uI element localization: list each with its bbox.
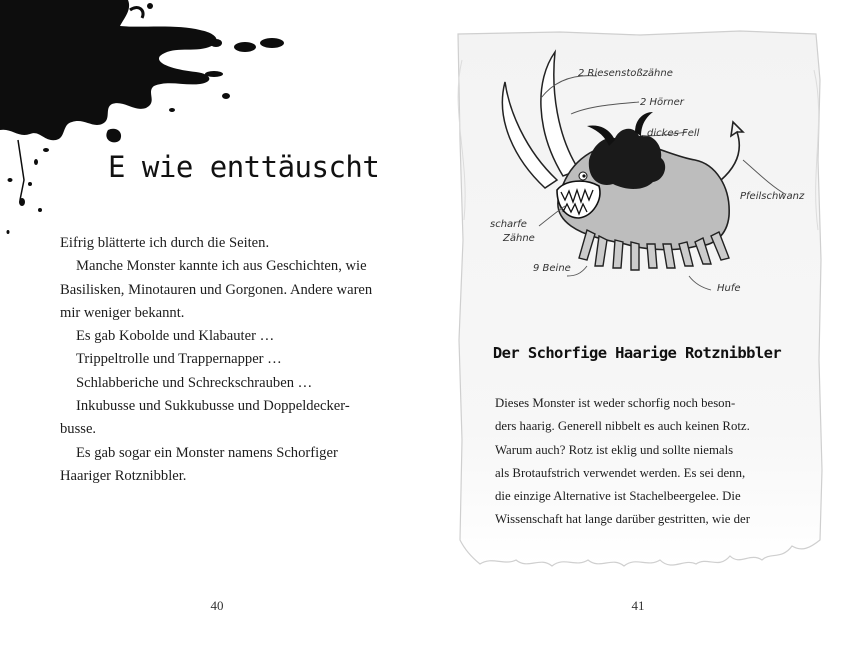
page-number-right: 41	[631, 598, 645, 613]
annotation-hooves: Hufe	[717, 283, 741, 294]
annotation-tail: Pfeilschwanz	[740, 191, 805, 202]
text-line: Warum auch? Rotz ist eklig und sollte niemals	[495, 442, 734, 457]
description-paragraph	[495, 392, 787, 532]
annotation-horns: 2 Hörner	[640, 97, 684, 108]
annotation-legs: 9 Beine	[533, 263, 571, 274]
paragraph: Schlabberiche und Schreckschrauben …	[76, 374, 313, 391]
paragraph: Trippeltrolle und Trappernapper …	[76, 351, 282, 368]
paragraph: Inkubusse und Sukkubusse und Doppeldecker-busse.	[60, 398, 350, 438]
paragraph: Manche Monster kannte ich aus Geschichten, wie Basilisken, Minotauren und Gorgonen. Andere waren mir weniger bekannt.	[60, 258, 373, 321]
monster-title: Der Schorfige Haarige Rotznibbler	[492, 344, 782, 362]
paragraph: Eifrig blätterte ich durch die Seiten.	[60, 235, 270, 251]
annotation-tusks: 2 Riesenstoßzähne	[578, 68, 673, 79]
page-number-left: 40	[210, 598, 224, 613]
annotation-fur: dickes Fell	[647, 128, 700, 139]
left-body-text	[60, 232, 376, 488]
annotation-teeth-line1: scharfe	[490, 219, 527, 230]
tail	[721, 122, 743, 180]
ink-splat-illustration	[0, 0, 300, 250]
tusk	[541, 52, 579, 176]
right-body-text	[495, 392, 787, 532]
paragraph: Es gab Kobolde und Klabauter …	[76, 328, 275, 345]
text-line: die einzige Alternative ist Stachelbeergelee. Die	[495, 489, 741, 504]
text-line: Dieses Monster ist weder schorfig noch beson-	[495, 396, 736, 410]
text-line: ders haarig. Generell nibbelt es auch keinen Rotz.	[495, 419, 750, 434]
text-line: Wissenschaft hat lange darüber gestritten, wie der	[495, 512, 750, 527]
text-line: als Brotaufstrich verwendet werden. Es sei denn,	[495, 465, 746, 480]
monster-illustration	[475, 40, 815, 310]
chapter-title: E wie enttäuscht	[108, 150, 380, 184]
annotation-teeth-line2: Zähne	[503, 233, 535, 244]
paragraph: Es gab sogar ein Monster namens Schorfiger Haariger Rotznibbler.	[60, 444, 338, 484]
